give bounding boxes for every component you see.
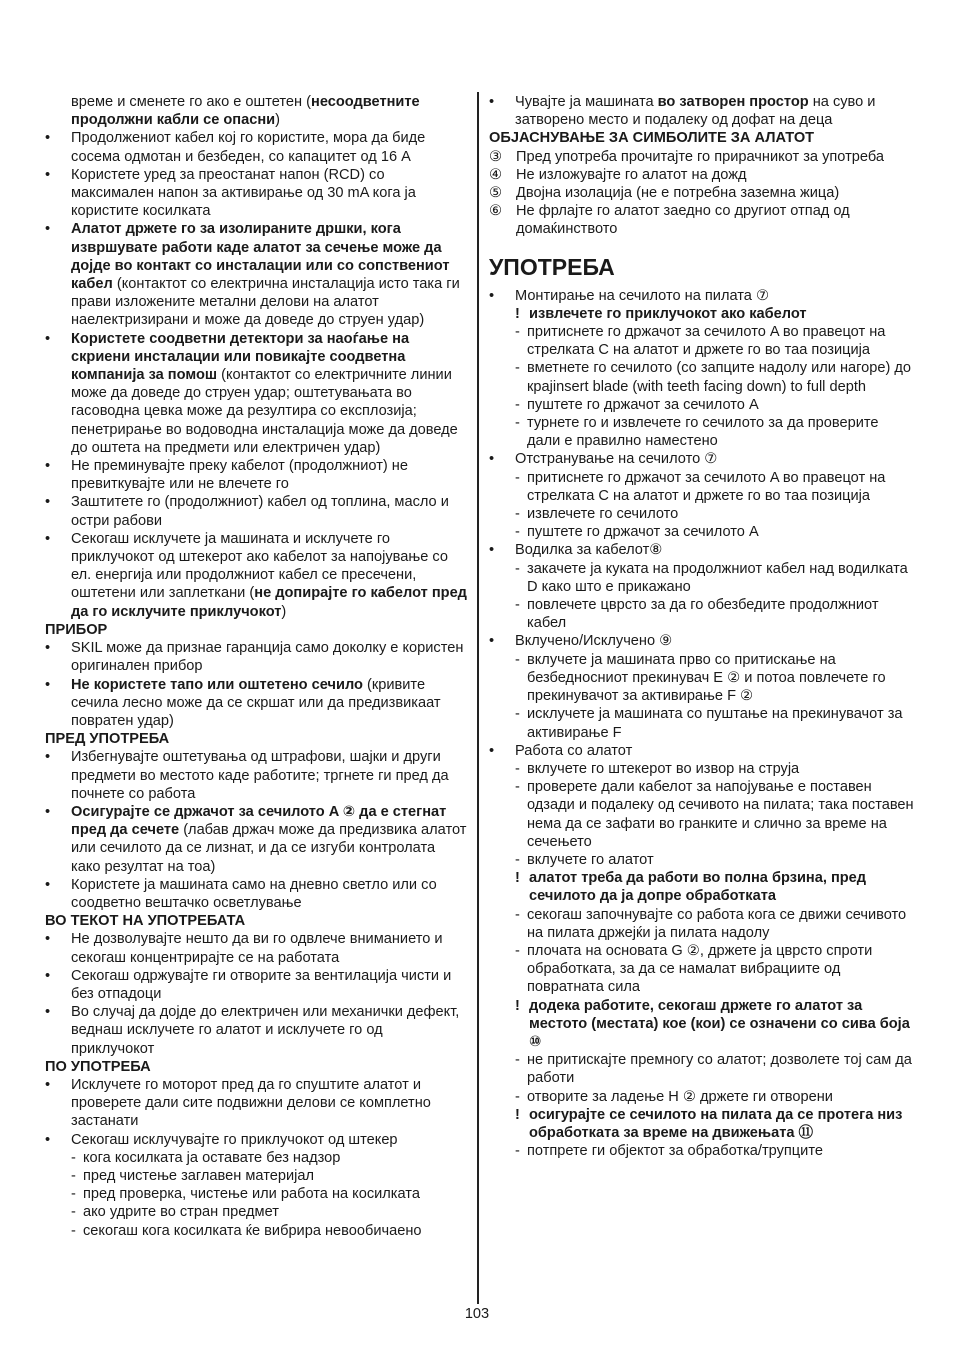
list-item — [489, 705, 914, 741]
text: потпрете ги објектот за обработка/трупците — [527, 1143, 823, 1160]
bullet-marker: • — [45, 130, 51, 147]
text: Вклучено/Исклучено ⑨ — [515, 633, 673, 650]
text: Не дозволувајте нешто да ви го одвлече вниманието и секогаш концентрирајте се на работата — [71, 931, 443, 966]
list-item — [489, 760, 914, 778]
text: SKIL може да признае гаранција само доколку е користен оригинален прибор — [71, 640, 464, 675]
text: секогаш кога косилката ќе вибрира невообичаено — [83, 1222, 422, 1239]
dash-marker: - — [515, 1052, 520, 1069]
item-text — [515, 287, 914, 305]
list-item — [489, 906, 914, 942]
dash-marker: - — [71, 1186, 76, 1203]
list-item — [45, 93, 467, 129]
text: ПРИБОР — [45, 621, 108, 638]
text: вклучете ја машината прво со притискање на безбедносниот прекинувач E ② и потоа повлечете го прекинувачот за активирање F ② — [527, 651, 886, 705]
text: (контактот со електрична инсталација исто така ги прави изложените метални делови на алатот наелектризирани и може да доведе до струен удар) — [71, 276, 460, 329]
list-item — [45, 639, 467, 675]
item-text — [515, 450, 914, 468]
list-item — [489, 523, 914, 541]
text: Не фрлајте го алатот заедно со другиот отпад од домаќинството — [516, 203, 850, 238]
item-text — [83, 1185, 467, 1203]
text: Водилка за кабелот⑧ — [515, 542, 663, 559]
item-text — [527, 323, 914, 359]
text: Двојна изолација (не е потребна заземна жица) — [516, 185, 840, 202]
item-text — [71, 493, 467, 529]
text: турнете го и извлечете го сечилото за да проверите дали е правилно наместено — [527, 415, 879, 450]
item-text — [527, 414, 914, 450]
bullet-marker: • — [45, 1131, 51, 1148]
bold-text: несоодветните продолжни кабли се опасни — [71, 94, 420, 129]
text: ПО УПОТРЕБА — [45, 1058, 151, 1075]
text: притиснете го држачот за сечилото A во правецот на стрелката C на алатот и држете го во таа позиција — [527, 469, 886, 504]
bullet-marker: • — [489, 287, 495, 304]
list-item — [45, 1203, 467, 1221]
item-text — [515, 742, 914, 760]
text: притиснете го држачот за сечилото A во правецот на стрелката C на алатот и држете го во таа позиција — [527, 324, 886, 359]
list-item — [489, 287, 914, 305]
text: Не изложувајте го алатот на дожд — [516, 166, 747, 183]
item-text — [529, 869, 914, 905]
item-text — [527, 760, 914, 778]
item-text — [529, 997, 914, 1052]
item-text — [527, 906, 914, 942]
list-item — [45, 1003, 467, 1058]
dash-marker: - — [515, 706, 520, 723]
item-text — [527, 469, 914, 505]
bullet-marker: • — [489, 542, 495, 559]
symbol-number: ⑥ — [489, 203, 503, 220]
text: Монтирање на сечилото на пилата ⑦ — [515, 287, 770, 304]
text: Пред употреба прочитајте го прирачникот за употреба — [516, 148, 884, 165]
list-item — [45, 129, 467, 165]
text: Користете уред за преостанат напон (RCD) со максимален напон за активирање од 30 mA кога ја користите косилката — [71, 166, 416, 220]
text: ОБЈАСНУВАЊЕ ЗА СИМБОЛИТЕ ЗА АЛАТОТ — [489, 130, 815, 147]
item-text — [71, 876, 467, 912]
bold-text: додека работите, секогаш држете го алатот за местото (местата) кое (кои) се означени со сива боја ⑩ — [529, 997, 910, 1050]
text: (кривите сечила лесно може да се скршат или да предизвикаат повратен удар) — [71, 676, 441, 729]
item-text — [515, 93, 914, 129]
dash-marker: - — [71, 1222, 76, 1239]
list-item — [45, 530, 467, 621]
item-text — [516, 166, 914, 184]
item-text — [527, 505, 914, 523]
item-text — [527, 1142, 914, 1160]
text: (контактот со електричните линии може да доведе до струен удар; оштетувањата во гасоводна цевка може да резултира со експлозија; пенетрирање во водоводна инсталација може да доведе до оштета на предмети или електричен удар) — [71, 367, 458, 456]
list-item — [489, 541, 914, 559]
item-text — [71, 803, 467, 876]
item-text — [516, 184, 914, 202]
bullet-marker: • — [45, 803, 51, 820]
text: Во случај да дојде до електричен или механички дефект, веднаш исклучете го алатот и исклучете го од приклучокот — [71, 1004, 460, 1057]
item-text — [516, 148, 914, 166]
text: Секогаш исклучувајте го приклучокот од штекер — [71, 1131, 398, 1148]
item-text — [527, 705, 914, 741]
dash-marker: - — [515, 779, 520, 796]
item-text — [71, 1131, 467, 1149]
dash-marker: - — [71, 1149, 76, 1166]
item-text — [83, 1149, 467, 1167]
bold-text: алатот треба да работи во полна брзина, пред сечилото да ја допре обработката — [529, 870, 867, 905]
list-item — [489, 93, 914, 129]
text: секогаш започнувајте со работа кога се движи сечивото на пилата држејќи ја пилата надолу — [527, 906, 907, 941]
list-item — [45, 930, 467, 966]
dash-marker: - — [515, 597, 520, 614]
item-text — [527, 359, 914, 395]
item-text — [71, 220, 467, 329]
text: Секогаш исклучете ја машината и исклучете го приклучокот од штекерот ако кабелот за напојување со ел. енергија или продолжниот кабел се пресечени, оштетени или заплеткани ( — [71, 530, 448, 602]
dash-marker: - — [515, 506, 520, 523]
bullet-marker: • — [45, 1004, 51, 1021]
section-heading — [45, 912, 467, 930]
item-text — [527, 560, 914, 596]
bullet-marker: • — [489, 742, 495, 759]
text: вклучете го алатот — [527, 851, 654, 868]
item-text — [71, 930, 467, 966]
list-item — [489, 469, 914, 505]
left-column — [45, 93, 467, 1240]
list-item — [45, 1076, 467, 1131]
bold-text: Користете соодветни детектори за наоѓање на скриени инсталации или повикајте соодветна компанија за помош — [71, 330, 410, 384]
dash-marker: - — [515, 906, 520, 923]
item-text — [515, 632, 914, 650]
text: ) — [281, 603, 287, 620]
text: пуштете го држачот за сечилото A — [527, 524, 759, 541]
dash-marker: - — [71, 1167, 76, 1184]
bullet-marker: • — [45, 166, 51, 183]
bold-text: не допирајте го кабелот пред да го исклучите приклучокот — [71, 585, 467, 620]
item-text — [83, 1203, 467, 1221]
item-text — [527, 1088, 914, 1106]
text: отворите за ладење H ② држете ги отворени — [527, 1088, 833, 1105]
list-item — [489, 1088, 914, 1106]
text: не притискајте премногу со алатот; дозволете тој сам да работи — [527, 1052, 912, 1087]
text: ако удрите во стран предмет — [83, 1204, 279, 1221]
list-item — [45, 1131, 467, 1149]
text: УПОТРЕБА — [489, 253, 615, 280]
item-text — [527, 851, 914, 869]
dash-marker: - — [515, 1088, 520, 1105]
right-column — [489, 93, 914, 1160]
dash-marker: - — [515, 415, 520, 432]
list-item — [489, 851, 914, 869]
bullet-marker: • — [489, 633, 495, 650]
column-divider — [477, 92, 479, 1304]
list-item — [489, 632, 914, 650]
list-item — [489, 359, 914, 395]
text: Заштитете го (продолжниот) кабел од топлина, масло и остри рабови — [71, 494, 449, 529]
item-text — [527, 396, 914, 414]
dash-marker: - — [515, 324, 520, 341]
bullet-marker: • — [45, 640, 51, 657]
bullet-marker: • — [45, 494, 51, 511]
text: Работа со алатот — [515, 742, 633, 759]
item-text — [71, 1003, 467, 1058]
dash-marker: - — [515, 524, 520, 541]
bold-text: осигурајте се сечилото на пилата да се протега низ обработката за време на движењата ⑪ — [529, 1106, 903, 1141]
text: Секогаш одржувајте ги отворите за вентилација чисти и без отпадоци — [71, 967, 452, 1002]
list-item — [489, 323, 914, 359]
text: ПРЕД УПОТРЕБА — [45, 731, 170, 748]
list-item — [45, 220, 467, 329]
text: Не преминувајте преку кабелот (продолжниот) не превиткувајте или не влечете го — [71, 458, 408, 493]
list-item — [489, 651, 914, 706]
text: проверете дали кабелот за напојување е поставен одзади и подалеку од сечивото на пилата; така поставен нема да се зафати во гранките и слично за време на сечењето — [527, 779, 914, 850]
dash-marker: - — [515, 360, 520, 377]
list-item — [45, 803, 467, 876]
text: на суво и затворено место и подалеку од дофат на деца — [515, 94, 876, 129]
bold-text: Не користете тапо или оштетено сечило — [71, 676, 363, 693]
item-text — [71, 457, 467, 493]
list-item — [489, 202, 914, 238]
text: Избегнувајте оштетувања од штрафови, шајки и други предмети во местото каде работите; тргнете ги пред да почнете со работа — [71, 749, 449, 802]
text: ) — [275, 112, 281, 129]
list-item — [489, 1051, 914, 1087]
dash-marker: - — [515, 396, 520, 413]
list-item — [489, 396, 914, 414]
excl-marker: ! — [515, 305, 520, 322]
text: извлечете го сечилото — [527, 506, 679, 523]
symbol-number: ③ — [489, 148, 503, 165]
item-text — [71, 166, 467, 221]
dash-marker: - — [515, 469, 520, 486]
list-item — [45, 1167, 467, 1185]
item-text — [527, 596, 914, 632]
page-number: 103 — [464, 1306, 490, 1322]
item-text — [71, 676, 467, 731]
text: Отстранување на сечилото ⑦ — [515, 451, 718, 468]
item-text — [527, 651, 914, 706]
text: вметнете го сечилото (со запците надолу или нагоре) до крајinsert blade (with teeth facing down) to full depth — [527, 360, 912, 395]
dash-marker: - — [515, 651, 520, 668]
excl-marker: ! — [515, 1106, 520, 1123]
list-item — [45, 1222, 467, 1240]
list-item — [45, 676, 467, 731]
text: Користете ја машината само на дневно светло или со соодветно вештачко осветлување — [71, 876, 437, 911]
item-text — [71, 639, 467, 675]
item-text — [71, 129, 467, 165]
item-text — [83, 1222, 467, 1240]
excl-marker: ! — [515, 997, 520, 1014]
item-text — [527, 523, 914, 541]
bullet-marker: • — [45, 530, 51, 547]
bullet-marker: • — [45, 876, 51, 893]
bold-text: Осигурајте се држачот за сечилото A ② да е стегнат пред да сечете — [71, 803, 447, 839]
section-heading — [489, 129, 914, 147]
list-item — [489, 596, 914, 632]
list-item — [45, 330, 467, 457]
bullet-marker: • — [45, 967, 51, 984]
list-item — [489, 305, 914, 323]
bullet-marker: • — [45, 221, 51, 238]
dash-marker: - — [515, 760, 520, 777]
text: вклучете го штекерот во извор на струја — [527, 760, 800, 777]
item-text — [71, 530, 467, 621]
item-text — [527, 942, 914, 997]
bullet-marker: • — [45, 1076, 51, 1093]
item-text — [83, 1167, 467, 1185]
text: пред проверка, чистење или работа на косилката — [83, 1186, 420, 1203]
text: плочата на основата G ②, држете ја цврсто спроти обработката, за да се намалат вибрациите од повратната сила — [527, 942, 873, 996]
text: Продолжениот кабел кој го користите, мора да биде сосема одмотан и безбеден, со капацитет од 16 A — [71, 130, 426, 165]
item-text — [515, 541, 914, 559]
list-item — [489, 184, 914, 202]
text: време и сменете го ако е оштетен ( — [71, 94, 311, 110]
list-item — [489, 869, 914, 905]
text: закачете ја куката на продолжниот кабел над водилката D како што е прикажано — [527, 560, 908, 595]
list-item — [489, 1142, 914, 1160]
list-item — [489, 778, 914, 851]
text: пред чистење заглавен материјал — [83, 1167, 314, 1184]
list-item — [489, 148, 914, 166]
section-title — [489, 253, 914, 281]
bullet-marker: • — [489, 451, 495, 468]
list-item — [489, 1106, 914, 1142]
bullet-marker: • — [45, 931, 51, 948]
list-item — [45, 457, 467, 493]
item-text — [527, 778, 914, 851]
item-text — [529, 305, 914, 323]
bullet-marker: • — [45, 330, 51, 347]
text: исклучете ја машината со пуштање на прекинувачот за активирање F — [527, 706, 903, 741]
symbol-number: ④ — [489, 166, 503, 183]
text: Исклучете го моторот пред да го спуштите алатот и проверете дали сите подвижни делови се комплетно застанати — [71, 1076, 431, 1130]
bold-text: извлечете го приклучокот ако кабелот — [529, 305, 807, 322]
list-item — [45, 876, 467, 912]
list-item — [489, 450, 914, 468]
dash-marker: - — [71, 1204, 76, 1221]
dash-marker: - — [515, 851, 520, 868]
bullet-marker: • — [45, 458, 51, 475]
item-text — [527, 1051, 914, 1087]
list-item — [489, 560, 914, 596]
item-text — [516, 202, 914, 238]
text: повлечете цврсто за да го обезбедите продолжниот кабел — [527, 597, 879, 632]
text: (лабав држач може да предизвика алатот или сечилото да се лизнат, и да се изгуби контролата како резултат на тоа) — [71, 822, 467, 875]
list-item — [489, 414, 914, 450]
bold-text: во затворен простор — [657, 94, 809, 110]
item-text — [529, 1106, 914, 1142]
list-item — [45, 967, 467, 1003]
list-item — [489, 166, 914, 184]
section-heading — [45, 730, 467, 748]
text: кога косилката ја оставате без надзор — [83, 1149, 341, 1166]
item-text — [71, 330, 467, 457]
list-item — [45, 748, 467, 803]
text: пуштете го држачот за сечилото A — [527, 396, 759, 413]
bullet-marker: • — [45, 676, 51, 693]
symbol-number: ⑤ — [489, 185, 503, 202]
section-heading — [45, 1058, 467, 1076]
list-item — [45, 1185, 467, 1203]
list-item — [489, 505, 914, 523]
excl-marker: ! — [515, 870, 520, 887]
bullet-marker: • — [45, 749, 51, 766]
item-text — [71, 1076, 467, 1131]
item-text — [71, 748, 467, 803]
text: ВО ТЕКОТ НА УПОТРЕБАТА — [45, 913, 246, 930]
text: Чувајте ја машината — [515, 94, 658, 110]
section-heading — [45, 621, 467, 639]
list-item — [489, 997, 914, 1052]
list-item — [45, 1149, 467, 1167]
dash-marker: - — [515, 560, 520, 577]
list-item — [45, 493, 467, 529]
item-text — [71, 967, 467, 1003]
list-item — [489, 942, 914, 997]
dash-marker: - — [515, 1143, 520, 1160]
bullet-marker: • — [489, 94, 495, 110]
dash-marker: - — [515, 942, 520, 959]
bold-text: Алатот држете го за изолираните дршки, кога извршувате работи каде алатот за сечење може да дојде во контакт со инсталации или со сопствениот кабел — [71, 221, 450, 293]
list-item — [45, 166, 467, 221]
list-item — [489, 742, 914, 760]
